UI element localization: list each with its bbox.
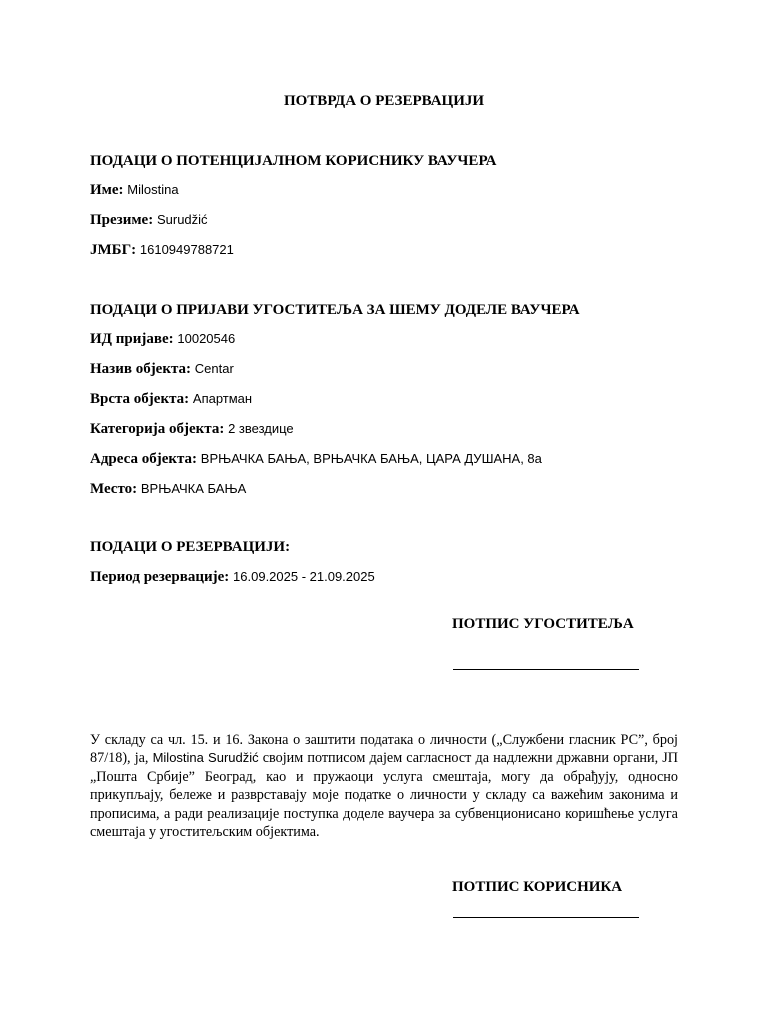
object-address-label: Адреса објекта: (90, 451, 198, 467)
place-field (90, 481, 246, 498)
beneficiary-heading: ПОДАЦИ О ПОТЕНЦИЈАЛНОМ КОРИСНИКУ ВАУЧЕРА (90, 153, 497, 169)
object-address-field (90, 451, 542, 468)
object-type-label: Врста објекта: (90, 391, 190, 407)
document-title: ПОТВРДА О РЕЗЕРВАЦИЈИ (283, 93, 485, 109)
object-type-field (90, 391, 252, 408)
host-signature-label: ПОТПИС УГОСТИТЕЉА (452, 616, 634, 632)
jmbg-label: ЈМБГ: (90, 242, 137, 258)
object-name-value: Centar (194, 361, 234, 376)
last-name-label: Презиме: (90, 212, 154, 228)
consent-text-part2: својим потписом дајем сагласност да надлежни државни органи, ЈП „Пошта Србије” Београд, као и пружаоци услуга смештаја, могу да обрађују, односно прикупљају, бележе и разврставају моје податке о личности у складу са важећим законима и прописима, а ради реализације поступка доделе ваучера за субвенционисано коришћење услуга смештаја у угоститељским објектима. (90, 750, 678, 841)
object-name-label: Назив објекта: (90, 361, 192, 377)
reservation-heading: ПОДАЦИ О РЕЗЕРВАЦИЈИ: (90, 539, 291, 555)
object-category-label: Категорија објекта: (90, 421, 225, 437)
application-id-label: ИД пријаве: (90, 331, 174, 347)
jmbg-field (90, 242, 234, 259)
consent-user-name: Milostina Surudžić (152, 750, 259, 766)
consent-text-part1: У складу са чл. 15. и 16. Закона о заштити података о личности („Службени гласник РС”, број 87/18), ја, (90, 732, 678, 767)
application-heading: ПОДАЦИ О ПРИЈАВИ УГОСТИТЕЉА ЗА ШЕМУ ДОДЕЛЕ ВАУЧЕРА (90, 302, 580, 318)
first-name-label: Име: (90, 182, 124, 198)
object-name-field (90, 361, 234, 378)
application-id-field (90, 331, 235, 348)
first-name-field (90, 182, 179, 199)
object-type-value: Апартман (192, 391, 253, 406)
first-name-value: Milostina (127, 182, 179, 197)
last-name-value: Surudžić (156, 212, 208, 227)
reservation-period-field (90, 569, 375, 586)
host-signature-line (453, 669, 639, 670)
last-name-field (90, 212, 208, 229)
user-signature-label: ПОТПИС КОРИСНИКА (452, 879, 623, 895)
reservation-period-value: 16.09.2025 - 21.09.2025 (233, 569, 375, 584)
object-category-field (90, 421, 294, 438)
place-value: ВРЊАЧКА БАЊА (140, 481, 247, 496)
place-label: Место: (90, 481, 138, 497)
user-signature-line (453, 917, 639, 918)
consent-paragraph (90, 731, 678, 841)
application-id-value: 10020546 (177, 331, 236, 346)
object-category-value: 2 звездице (228, 421, 294, 436)
jmbg-value: 1610949788721 (139, 242, 234, 257)
reservation-period-label: Период резервације: (90, 569, 230, 585)
object-address-value: ВРЊАЧКА БАЊА, ВРЊАЧКА БАЊА, ЦАРА ДУШАНА, 8а (200, 451, 542, 466)
